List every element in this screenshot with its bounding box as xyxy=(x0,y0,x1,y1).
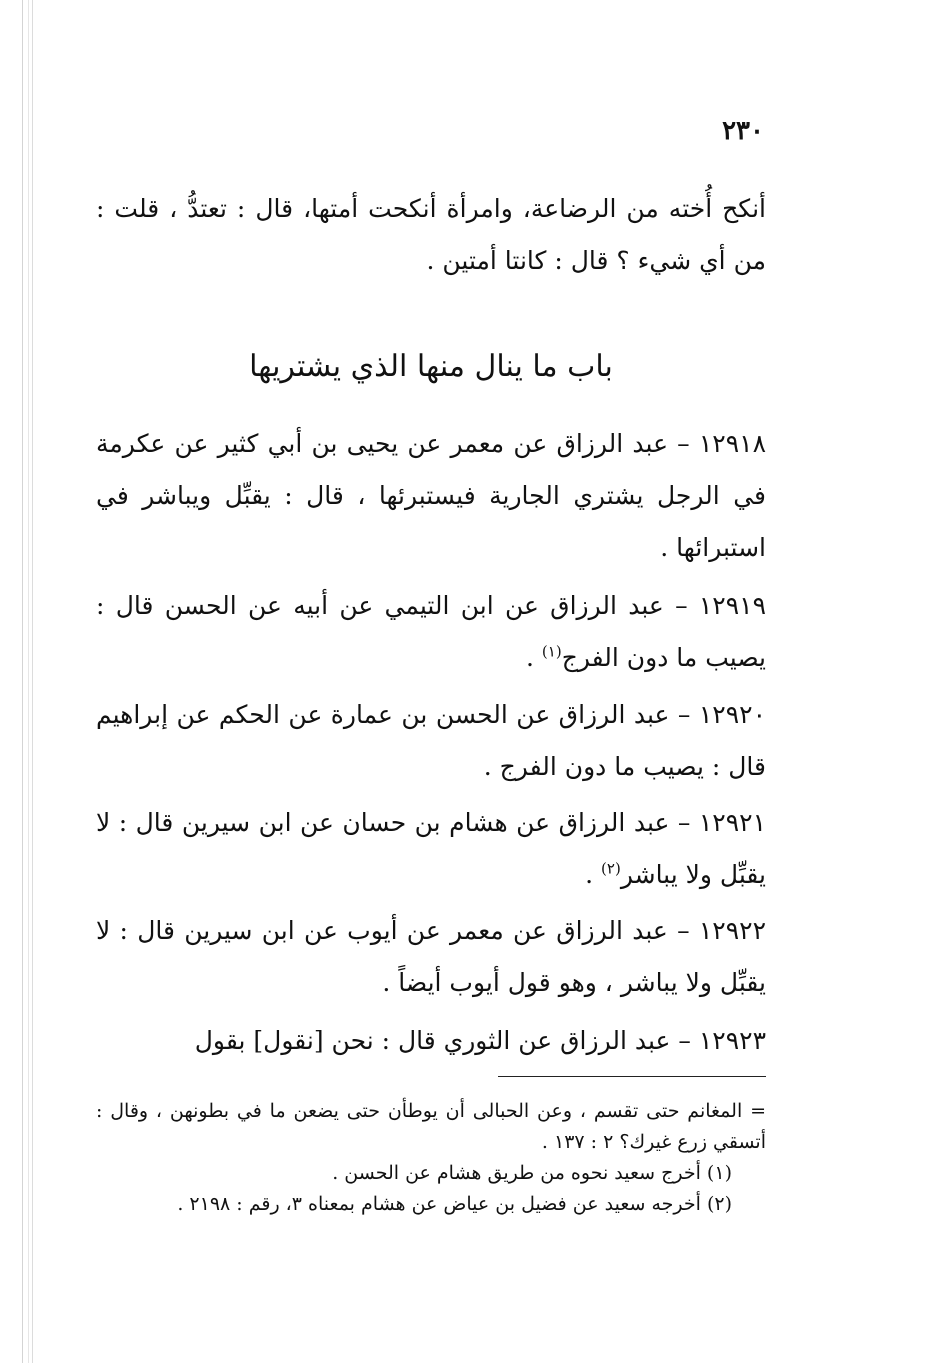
entry-text: ١٢٩٢١ – عبد الرزاق عن هشام بن حسان عن ابن سيرين قال : لا يقبِّل ولا يباشر xyxy=(96,808,766,889)
entry-text: ١٢٩٢٠ – عبد الرزاق عن الحسن بن عمارة عن الحكم عن إبراهيم قال : يصيب ما دون الفرج . xyxy=(96,700,766,781)
entry-12923 xyxy=(96,1015,766,1067)
footnotes xyxy=(96,1096,766,1220)
entry-text: ١٢٩٢٢ – عبد الرزاق عن معمر عن أيوب عن ابن سيرين قال : لا يقبِّل ولا يباشر ، وهو قول أيوب أيضاً . xyxy=(96,916,766,997)
scan-edge-line xyxy=(28,0,29,1363)
footnote-ref: (٢) xyxy=(601,859,621,878)
scan-edge-line xyxy=(32,0,33,1363)
footnote-ref: (١) xyxy=(541,642,562,661)
entry-text: ١٢٩١٩ – عبد الرزاق عن ابن التيمي عن أبيه عن الحسن قال : يصيب ما دون الفرج xyxy=(96,591,766,672)
entry-text: ١٢٩١٨ – عبد الرزاق عن معمر عن يحيى بن أبي كثير عن عكرمة في الرجل يشتري الجارية فيستبرئها ، قال : يقبِّل ويباشر في استبرائها . xyxy=(96,429,766,562)
footnote-2: (٢) أخرجه سعيد عن فضيل بن عياض عن هشام بمعناه ٣، رقم : ٢١٩٨ . xyxy=(177,1193,732,1215)
book-page xyxy=(96,0,766,1363)
entry-12922 xyxy=(96,905,766,1009)
entry-12919 xyxy=(96,580,766,684)
page-number: ٢٣٠ xyxy=(722,116,764,146)
chapter-title: باب ما ينال منها الذي يشتريها xyxy=(249,349,613,384)
entry-tail: . xyxy=(526,643,542,672)
scan-edge-line xyxy=(22,0,23,1363)
entry-12918 xyxy=(96,418,766,574)
entry-12921 xyxy=(96,797,766,901)
entry-12920 xyxy=(96,689,766,793)
entry-tail: . xyxy=(585,860,602,889)
footnote-separator xyxy=(498,1076,766,1077)
intro-paragraph: أنكح أُخته من الرضاعة، وامرأة أنكحت أمتها، قال : تعتدُّ ، قلت : من أي شيء ؟ قال : كانتا أمتين . xyxy=(96,194,766,275)
entry-text: ١٢٩٢٣ – عبد الرزاق عن الثوري قال : نحن [نقول] بقول xyxy=(194,1026,766,1055)
footnote-1: (١) أخرج سعيد نحوه من طريق هشام عن الحسن . xyxy=(332,1162,732,1184)
footnote-continuation: = المغانم حتى تقسم ، وعن الحبالى أن يوطأن حتى يضعن ما في بطونهن ، وقال : أتسقي زرع غيرك؟ ٢ : ١٣٧ . xyxy=(96,1100,766,1153)
